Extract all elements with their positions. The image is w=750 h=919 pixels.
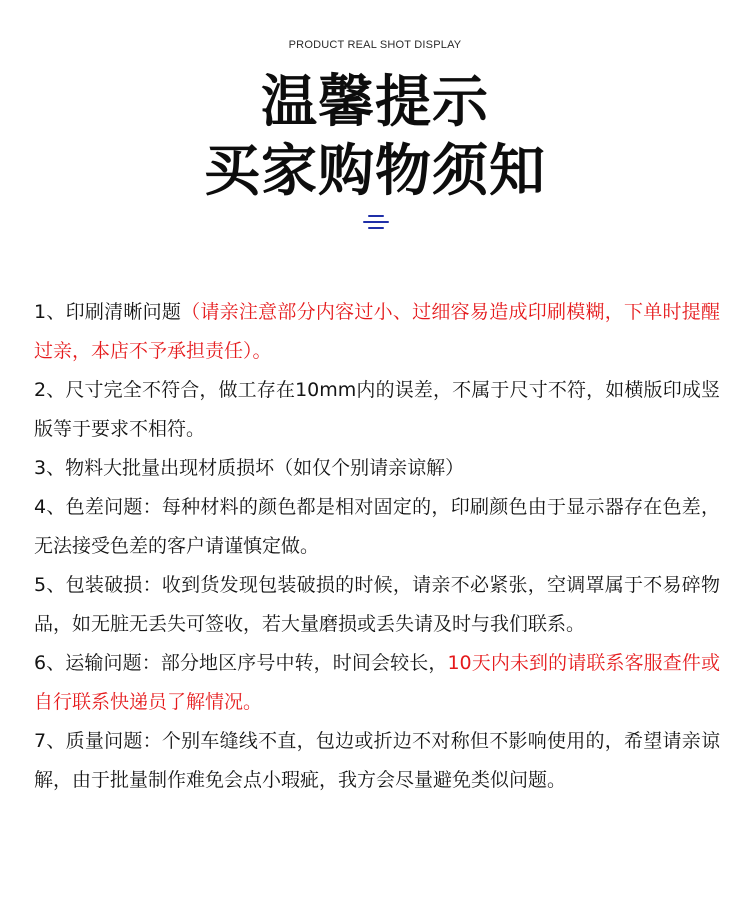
menu-icon	[361, 213, 391, 231]
note-text: 1、印刷清晰问题	[34, 301, 182, 323]
note-item	[34, 293, 720, 371]
note-text: 4、色差问题：每种材料的颜色都是相对固定的，印刷颜色由于显示器存在色差，无法接受色差的客户请谨慎定做。	[34, 496, 720, 557]
notes-list	[34, 293, 720, 800]
subtitle: PRODUCT REAL SHOT DISPLAY	[288, 39, 462, 51]
note-text: 7、质量问题：个别车缝线不直，包边或折边不对称但不影响使用的，希望请亲谅解，由于批量制作难免会点小瑕疵，我方会尽量避免类似问题。	[34, 730, 720, 791]
note-text: 3、物料大批量出现材质损坏（如仅个别请亲谅解）	[34, 457, 465, 479]
note-item	[34, 566, 720, 644]
note-text: 2、尺寸完全不符合，做工存在10mm内的误差，不属于尺寸不符，如横版印成竖版等于要求不相符。	[34, 379, 720, 440]
note-text: 5、包装破损：收到货发现包装破损的时候，请亲不必紧张，空调罩属于不易碎物品，如无脏无丢失可签收，若大量磨损或丢失请及时与我们联系。	[34, 574, 720, 635]
note-text: 6、运输问题：部分地区序号中转，时间会较长，	[34, 652, 448, 674]
note-item	[34, 371, 720, 449]
note-highlight: （请亲注意部分内容过小、过细容易造成印刷模糊，下单时提醒过亲，本店不予承担责任）。	[34, 301, 720, 362]
note-item	[34, 644, 720, 722]
page-title: 温馨提示	[261, 70, 489, 135]
note-highlight: 10天内未到的请联系客服查件或自行联系快递员了解情况。	[34, 652, 720, 713]
note-item	[34, 449, 720, 488]
note-item	[34, 722, 720, 800]
note-item	[34, 488, 720, 566]
page-subtitle-heading: 买家购物须知	[204, 139, 546, 204]
